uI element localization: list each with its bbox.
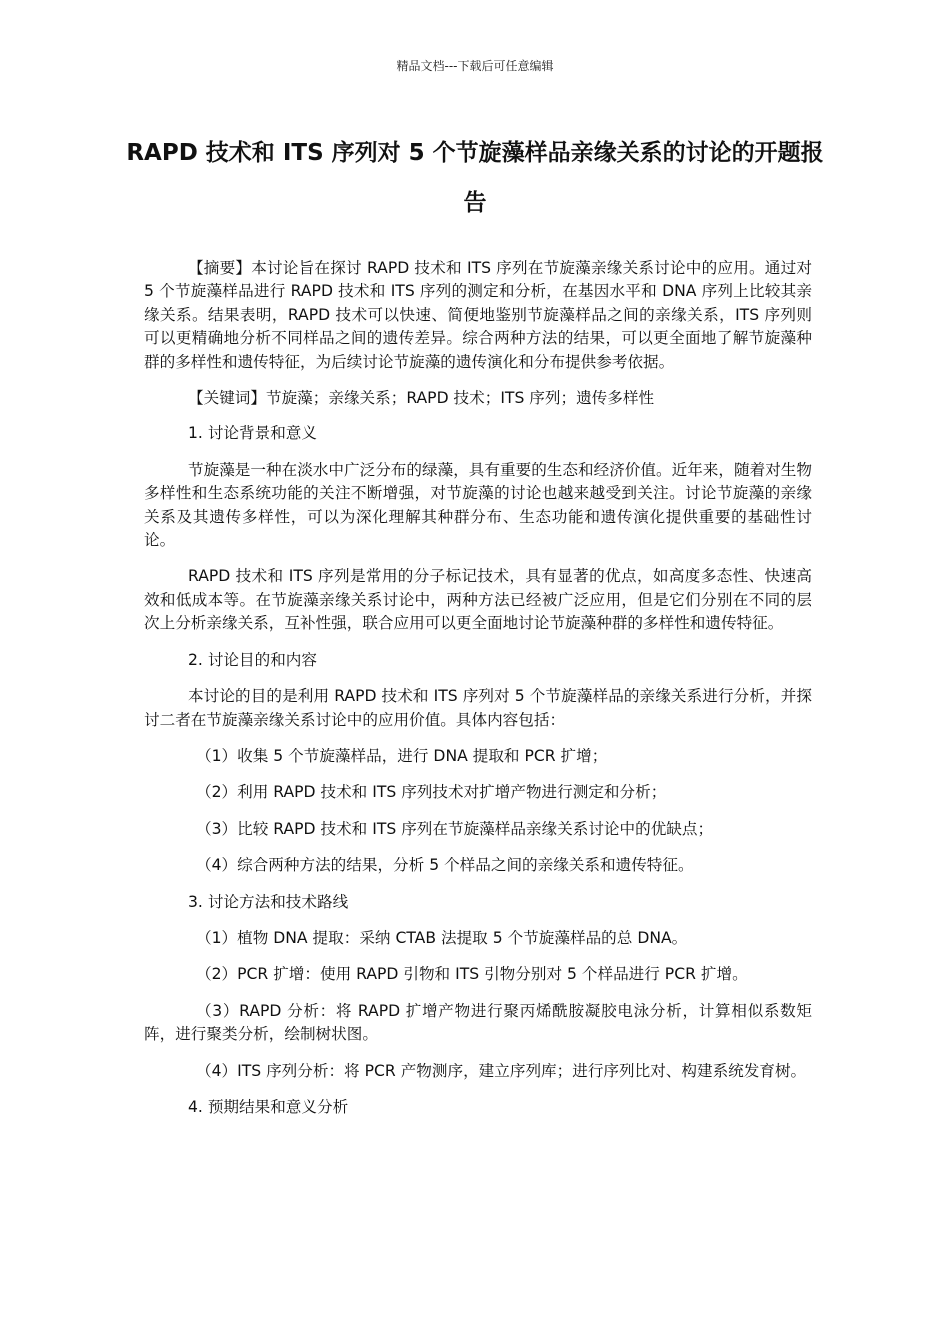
section-4-heading: 4. 预期结果和意义分析 xyxy=(188,1097,349,1116)
section-3-item: （3）RAPD 分析：将 RAPD 扩增产物进行聚丙烯酰胺凝胶电泳分析，计算相似系数矩阵，进行聚类分析，绘制树状图。 xyxy=(144,1001,812,1044)
section-1-heading: 1. 讨论背景和意义 xyxy=(188,424,317,443)
section-3-item: （1）植物 DNA 提取：采纳 CTAB 法提取 5 个节旋藻样品的总 DNA。 xyxy=(196,928,688,947)
abstract-paragraph: 【摘要】本讨论旨在探讨 RAPD 技术和 ITS 序列在节旋藻亲缘关系讨论中的应用。通过对 5 个节旋藻样品进行 RAPD 技术和 ITS 序列的测定和分析，在基因水平和 DNA 序列上比较其亲缘关系。结果表明，RAPD 技术可以快速、简便地鉴别节旋藻样品之间的亲缘关系，ITS 序列则可以更精确地分析不同样品之间的遗传差异。综合两种方法的结果，可以更全面地了解节旋藻种群的多样性和遗传特征，为后续讨论节旋藻的遗传演化和分布提供参考依据。 xyxy=(144,259,812,371)
section-2-item: （4）综合两种方法的结果，分析 5 个样品之间的亲缘关系和遗传特征。 xyxy=(196,856,694,875)
section-2-item: （3）比较 RAPD 技术和 ITS 序列在节旋藻样品亲缘关系讨论中的优缺点； xyxy=(196,819,714,838)
document-title: RAPD 技术和 ITS 序列对 5 个节旋藻样品亲缘关系的讨论的开题报告 xyxy=(126,140,824,216)
section-2-intro: 本讨论的目的是利用 RAPD 技术和 ITS 序列对 5 个节旋藻样品的亲缘关系进行分析，并探讨二者在节旋藻亲缘关系讨论中的应用价值。具体内容包括： xyxy=(144,687,812,729)
section-3-item: （2）PCR 扩增：使用 RAPD 引物和 ITS 引物分别对 5 个样品进行 PCR 扩增。 xyxy=(196,965,748,984)
keywords-paragraph: 【关键词】节旋藻；亲缘关系；RAPD 技术；ITS 序列；遗传多样性 xyxy=(188,389,655,408)
section-2-item: （1）收集 5 个节旋藻样品，进行 DNA 提取和 PCR 扩增； xyxy=(196,746,608,765)
document-body xyxy=(144,257,812,1132)
section-2-item: （2）利用 RAPD 技术和 ITS 序列技术对扩增产物进行测定和分析； xyxy=(196,783,667,802)
header-note: 精品文档---下载后可任意编辑 xyxy=(396,59,554,73)
section-2-heading: 2. 讨论目的和内容 xyxy=(188,650,317,669)
section-1-paragraph: RAPD 技术和 ITS 序列是常用的分子标记技术，具有显著的优点，如高度多态性、快速高效和低成本等。在节旋藻亲缘关系讨论中，两种方法已经被广泛应用，但是它们分别在不同的层次上分析亲缘关系，互补性强，联合应用可以更全面地讨论节旋藻种群的多样性和遗传特征。 xyxy=(144,567,812,633)
section-3-heading: 3. 讨论方法和技术路线 xyxy=(188,892,349,911)
section-1-paragraph: 节旋藻是一种在淡水中广泛分布的绿藻，具有重要的生态和经济价值。近年来，随着对生物多样性和生态系统功能的关注不断增强，对节旋藻的讨论也越来越受到关注。讨论节旋藻的亲缘关系及其遗传多样性，可以为深化理解其种群分布、生态功能和遗传演化提供重要的基础性讨论。 xyxy=(144,460,812,550)
section-3-item: （4）ITS 序列分析：将 PCR 产物测序，建立序列库；进行序列比对、构建系统发育树。 xyxy=(196,1061,807,1080)
